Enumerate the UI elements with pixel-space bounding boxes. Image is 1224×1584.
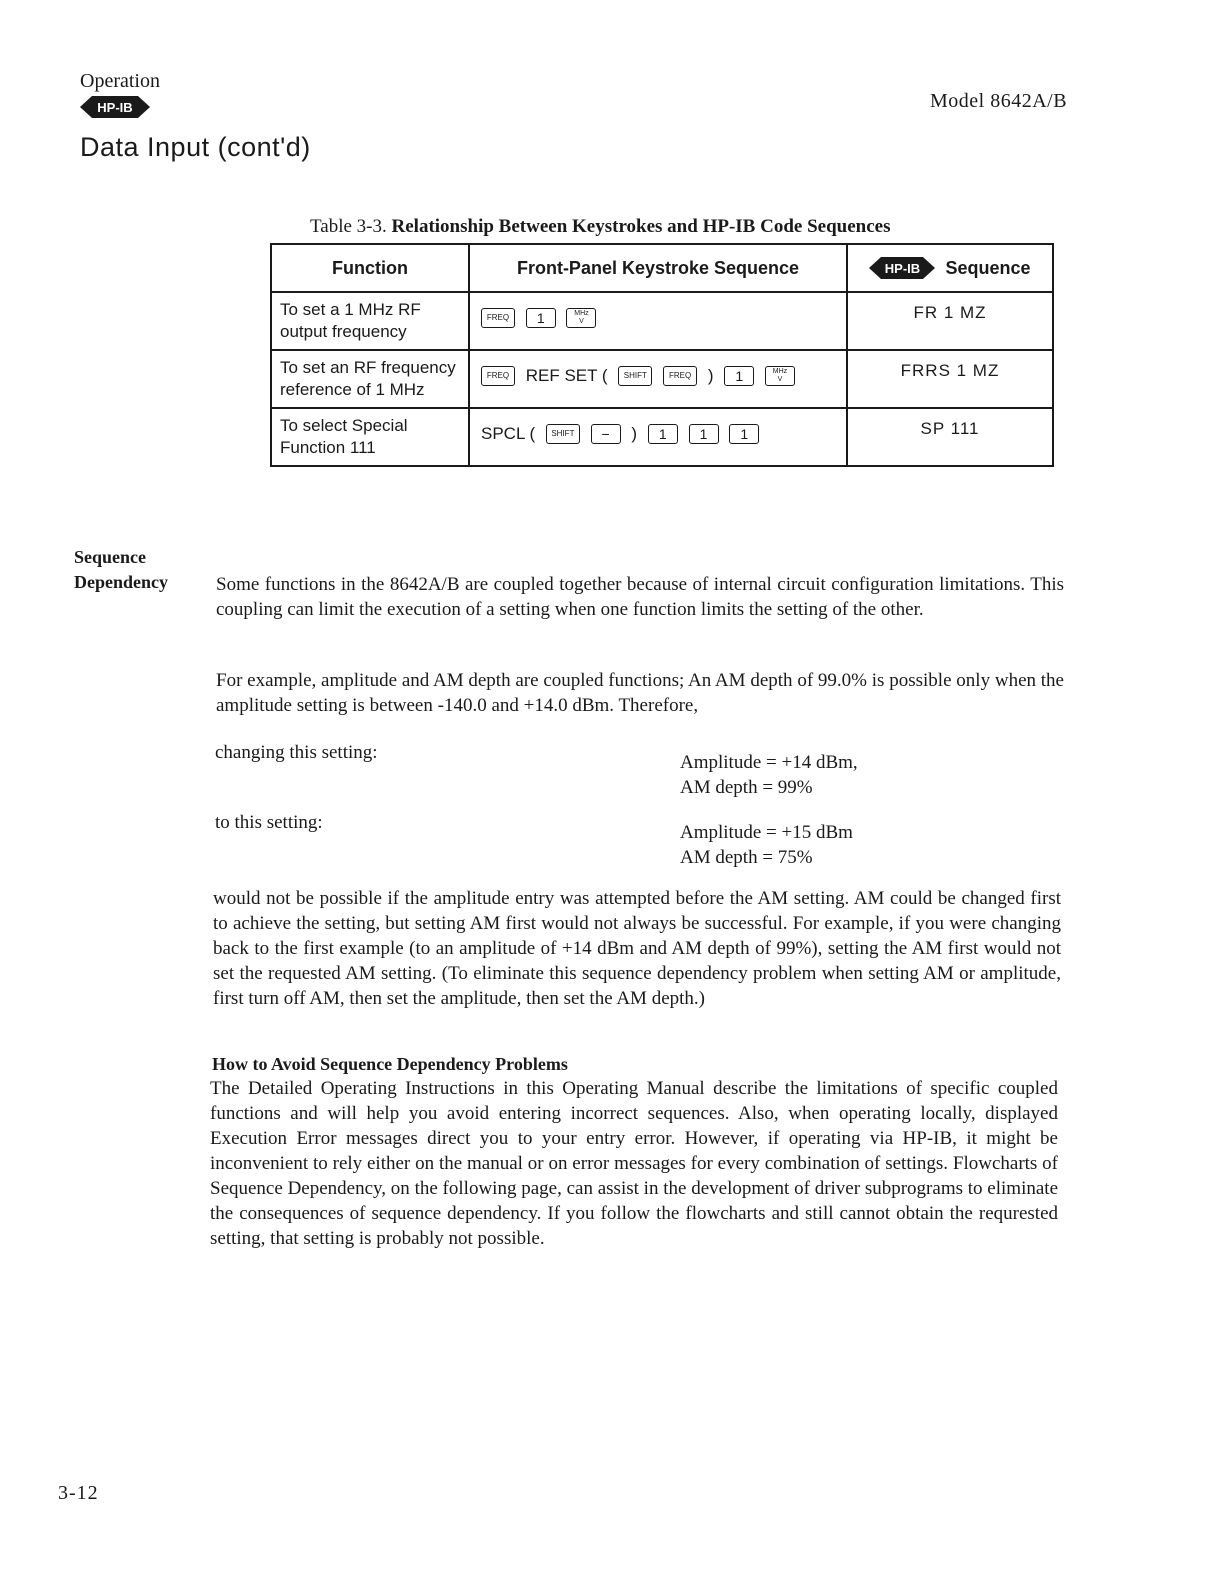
model-label: Model 8642A/B xyxy=(930,90,1068,112)
one-key: 1 xyxy=(526,308,556,328)
hpib-badge-label: HP-IB xyxy=(97,99,133,115)
keystroke-table xyxy=(270,243,1054,467)
setting-from-depth: AM depth = 99% xyxy=(680,777,813,798)
one-key: 1 xyxy=(689,424,719,444)
hpib-badge xyxy=(869,257,935,279)
page-title: Data Input (cont'd) xyxy=(80,132,311,162)
hpib-badge-label: HP-IB xyxy=(884,260,921,276)
page-number: 3-12 xyxy=(58,1482,99,1504)
one-key: 1 xyxy=(729,424,759,444)
minus-key: − xyxy=(591,424,621,444)
row-keystrokes xyxy=(469,408,847,466)
freq-key: FREQ xyxy=(481,308,515,328)
setting-to-label: to this setting: xyxy=(215,812,323,833)
freq-key: FREQ xyxy=(481,366,515,386)
row-code: FR 1 MZ xyxy=(847,292,1053,350)
table-caption xyxy=(310,216,890,238)
shift-key: SHIFT xyxy=(618,366,652,386)
mhz-key xyxy=(765,366,795,386)
row-keystrokes xyxy=(469,292,847,350)
setting-from-label: changing this setting: xyxy=(215,742,378,763)
setting-from-values xyxy=(680,750,858,800)
header-sequence-label: Sequence xyxy=(945,257,1031,278)
header-keystrokes: Front-Panel Keystroke Sequence xyxy=(469,244,847,292)
subheading: How to Avoid Sequence Dependency Problems xyxy=(212,1054,568,1074)
mhz-key-top: MHz xyxy=(772,367,788,375)
table-row xyxy=(271,292,1053,350)
row-keystrokes xyxy=(469,350,847,408)
mhz-key-bottom: V xyxy=(579,317,584,325)
table-caption-text: Relationship Between Keystrokes and HP-IB Code Sequences xyxy=(391,216,891,237)
row-function: To select Special Function 111 xyxy=(271,408,469,466)
row-code: FRRS 1 MZ xyxy=(847,350,1053,408)
mhz-key xyxy=(566,308,596,328)
setting-to-values xyxy=(680,820,853,870)
one-key: 1 xyxy=(724,366,754,386)
side-heading-line1: Sequence xyxy=(74,547,146,567)
paragraph-example: For example, amplitude and AM depth are coupled functions; An AM depth of 99.0% is possible only when the amplitude setting is between -140.0 and +14.0 dBm. Therefore, xyxy=(216,670,1064,716)
freq-key: FREQ xyxy=(663,366,697,386)
setting-to-amplitude: Amplitude = +15 dBm xyxy=(680,822,853,843)
mhz-key-top: MHz xyxy=(574,309,589,317)
row-function: To set an RF frequency reference of 1 MHz xyxy=(271,350,469,408)
table-caption-number: Table 3-3. xyxy=(310,216,387,237)
setting-to-depth: AM depth = 75% xyxy=(680,847,813,868)
table-header-row xyxy=(271,244,1053,292)
table-row xyxy=(271,350,1053,408)
row-function: To set a 1 MHz RF output frequency xyxy=(271,292,469,350)
one-key: 1 xyxy=(648,424,678,444)
mhz-key-bottom: V xyxy=(777,375,783,383)
side-heading-line2: Dependency xyxy=(74,572,168,592)
side-heading xyxy=(74,545,168,595)
header-sequence xyxy=(847,244,1053,292)
paragraph-explanation: would not be possible if the amplitude entry was attempted before the AM setting. AM could be changed first to achieve the setting, but setting AM first would not always be successful. For example, if you were changing back to the first example (to an amplitude of +14 dBm and AM depth of 99%), setting the AM first would not set the requested AM setting. (To eliminate this sequence dependency problem when setting AM or amplitude, first turn off AM, then set the amplitude, then set the AM depth.) xyxy=(213,888,1061,1009)
close-paren: ) xyxy=(631,423,638,443)
row-code: SP 111 xyxy=(847,408,1053,466)
ref-set-text: REF SET ( xyxy=(525,365,608,385)
paragraph-avoid: The Detailed Operating Instructions in this Operating Manual describe the limitations of specific coupled functions and will help you avoid entering incorrect sequences. Also, when operating locally, displayed Execution Error messages direct you to your entry error. However, if operating via HP-IB, it might be inconvenient to rely either on the manual or on error messages for every combination of settings. Flowcharts of Sequence Dependency, on the following page, can assist in the development of driver subprograms to eliminate the consequences of sequence dependency. If you follow the flowcharts and still cannot obtain the requrested setting, that setting is probably not possible. xyxy=(210,1078,1058,1249)
spcl-text: SPCL ( xyxy=(481,423,536,443)
shift-key: SHIFT xyxy=(546,424,580,444)
header-function: Function xyxy=(271,244,469,292)
paragraph-intro: Some functions in the 8642A/B are coupled together because of internal circuit configuration limitations. This coupling can limit the execution of a setting when one function limits the setting of the other. xyxy=(216,574,1064,620)
hpib-badge xyxy=(80,96,150,118)
setting-from-amplitude: Amplitude = +14 dBm, xyxy=(680,752,858,773)
section-label: Operation xyxy=(80,70,160,92)
close-paren: ) xyxy=(707,365,714,385)
table-row xyxy=(271,408,1053,466)
